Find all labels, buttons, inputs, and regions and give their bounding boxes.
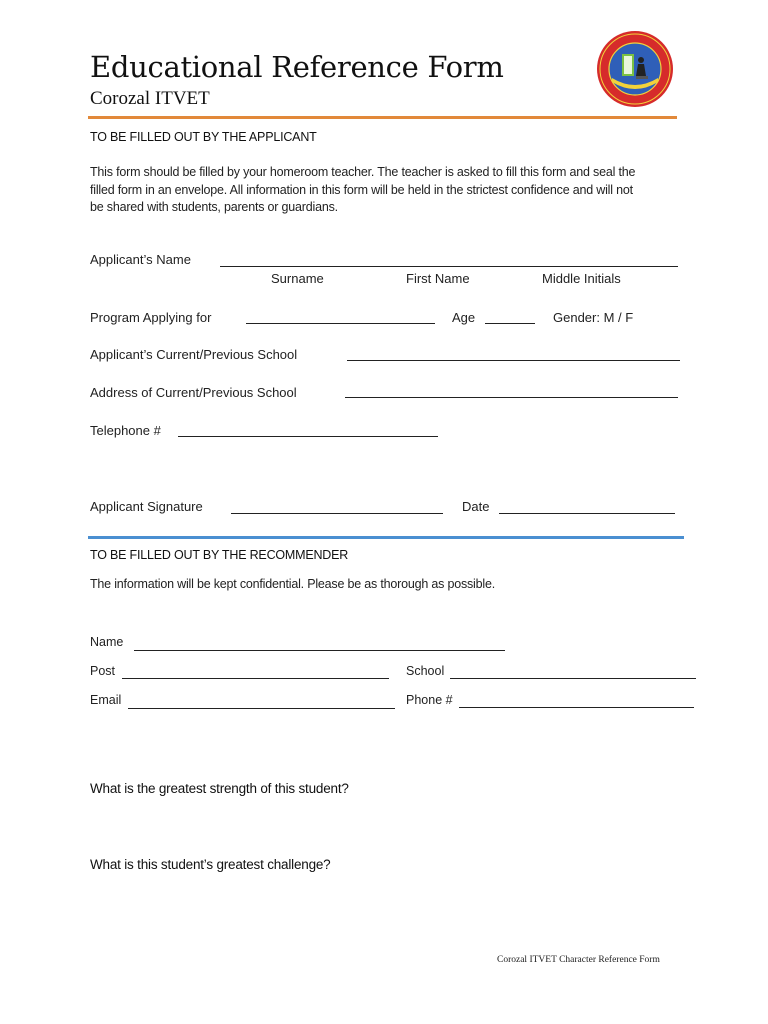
page-footer: Corozal ITVET Character Reference Form [497,955,660,965]
signature-field[interactable] [231,513,443,514]
applicant-instructions [90,164,690,217]
middle-initials-caption: Middle Initials [542,271,621,286]
recommender-instructions: The information will be kept confidential. Please be as thorough as possible. [90,577,495,591]
recommender-name-label: Name [90,635,124,649]
applicant-name-label: Applicant’s Name [90,252,191,267]
instructions-line: be shared with students, parents or guardians. [90,200,338,214]
instructions-line: filled form in an envelope. All information in this form will be held in the strictest confidence and will not [90,182,633,197]
header-divider [88,116,677,119]
section-divider [88,536,684,539]
phone-label: Phone # [406,693,453,707]
recommender-name-field[interactable] [134,650,505,651]
recommender-school-field[interactable] [450,678,696,679]
question-challenge: What is this student’s greatest challenge? [90,857,331,872]
applicant-section-heading: TO BE FILLED OUT BY THE APPLICANT [90,130,317,144]
date-field[interactable] [499,513,675,514]
age-label: Age [452,310,476,325]
gender-label: Gender: M / F [553,310,634,325]
telephone-field[interactable] [178,436,438,437]
instructions-line: This form should be filled by your homeroom teacher. The teacher is asked to fill this form and seal the [90,165,636,179]
email-label: Email [90,693,122,707]
first-name-caption: First Name [406,271,470,286]
address-field[interactable] [345,397,678,398]
recommender-school-label: School [406,664,445,678]
date-label: Date [462,499,490,514]
program-field[interactable] [246,323,435,324]
page-title: Educational Reference Form [90,50,504,84]
signature-label: Applicant Signature [90,499,203,514]
email-field[interactable] [128,708,395,709]
question-strength: What is the greatest strength of this student? [90,781,349,796]
school-field[interactable] [347,360,680,361]
surname-caption: Surname [271,271,324,286]
address-label: Address of Current/Previous School [90,385,297,400]
telephone-label: Telephone # [90,423,161,438]
applicant-name-field[interactable] [220,266,678,267]
age-field[interactable] [485,323,535,324]
phone-field[interactable] [459,707,694,708]
post-label: Post [90,664,116,678]
program-label: Program Applying for [90,310,212,325]
itvet-seal-icon [596,30,674,108]
school-label: Applicant’s Current/Previous School [90,347,298,362]
recommender-section-heading: TO BE FILLED OUT BY THE RECOMMENDER [90,548,349,562]
page-subtitle: Corozal ITVET [90,88,210,109]
post-field[interactable] [122,678,389,679]
